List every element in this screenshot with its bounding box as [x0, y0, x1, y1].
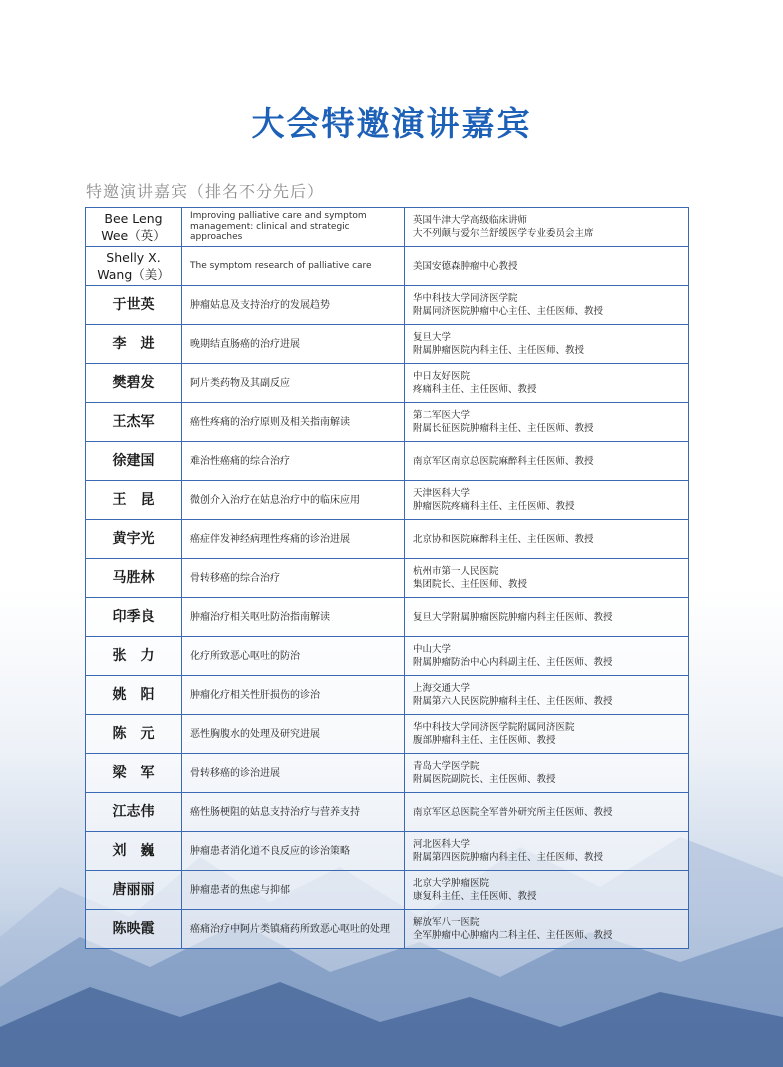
table-row — [86, 910, 689, 949]
speaker-topic: 晚期结直肠癌的治疗进展 — [182, 325, 405, 364]
speaker-affiliation — [405, 520, 689, 559]
affiliation-line: 附属医院副院长、主任医师、教授 — [413, 774, 556, 785]
table-row — [86, 325, 689, 364]
table-row — [86, 754, 689, 793]
speaker-name — [86, 208, 182, 247]
speaker-affiliation — [405, 442, 689, 481]
affiliation-line: 河北医科大学 — [413, 839, 471, 850]
table-row — [86, 676, 689, 715]
speaker-name: 张 力 — [86, 637, 182, 676]
table-row — [86, 598, 689, 637]
table-caption: 特邀演讲嘉宾（排名不分先后） — [86, 182, 325, 201]
speaker-topic: 癌症伴发神经病理性疼痛的诊治进展 — [182, 520, 405, 559]
affiliation-line: 华中科技大学同济医学院 — [413, 293, 518, 304]
speaker-name — [86, 247, 182, 286]
affiliation-line: 南京军区南京总医院麻醉科主任医师、教授 — [413, 455, 594, 467]
speaker-affiliation — [405, 715, 689, 754]
table-row — [86, 520, 689, 559]
affiliation-line: 第二军医大学 — [413, 410, 471, 421]
speaker-topic: 肿瘤姑息及支持治疗的发展趋势 — [182, 286, 405, 325]
affiliation-line: 英国牛津大学高级临床讲师 — [413, 215, 528, 226]
name-line: Bee Leng — [104, 211, 163, 226]
table-row — [86, 403, 689, 442]
affiliation-line: 全军肿瘤中心肿瘤内二科主任、主任医师、教授 — [413, 930, 613, 941]
speaker-topic: 癌性疼痛的治疗原则及相关指南解读 — [182, 403, 405, 442]
affiliation-line: 解放军八一医院 — [413, 917, 480, 928]
speaker-name: 陈 元 — [86, 715, 182, 754]
table-row — [86, 481, 689, 520]
speaker-affiliation — [405, 754, 689, 793]
affiliation-line: 疼痛科主任、主任医师、教授 — [413, 384, 537, 395]
speaker-name: 江志伟 — [86, 793, 182, 832]
affiliation-line: 华中科技大学同济医学院附属同济医院 — [413, 722, 575, 733]
speaker-topic: 癌性肠梗阻的姑息支持治疗与营养支持 — [182, 793, 405, 832]
affiliation-line: 中山大学 — [413, 644, 452, 655]
affiliation-line: 上海交通大学 — [413, 683, 471, 694]
speaker-affiliation — [405, 598, 689, 637]
speaker-affiliation — [405, 676, 689, 715]
speakers-table — [85, 207, 689, 949]
speaker-topic: 肿瘤患者的焦虑与抑郁 — [182, 871, 405, 910]
affiliation-line: 附属长征医院肿瘤科主任、主任医师、教授 — [413, 423, 594, 434]
speaker-name: 樊碧发 — [86, 364, 182, 403]
speaker-topic: 肿瘤患者消化道不良反应的诊治策略 — [182, 832, 405, 871]
table-row — [86, 286, 689, 325]
table-row — [86, 637, 689, 676]
name-line: Shelly X. — [106, 250, 161, 265]
speaker-affiliation — [405, 286, 689, 325]
speaker-affiliation — [405, 559, 689, 598]
speaker-name: 于世英 — [86, 286, 182, 325]
table-row — [86, 715, 689, 754]
speaker-name: 马胜林 — [86, 559, 182, 598]
speaker-name: 梁 军 — [86, 754, 182, 793]
affiliation-line: 北京协和医院麻醉科主任、主任医师、教授 — [413, 533, 594, 545]
speaker-topic: 微创介入治疗在姑息治疗中的临床应用 — [182, 481, 405, 520]
table-row — [86, 832, 689, 871]
affiliation-line: 腹部肿瘤科主任、主任医师、教授 — [413, 735, 556, 746]
affiliation-line: 集团院长、主任医师、教授 — [413, 579, 528, 590]
speaker-topic: 骨转移癌的诊治进展 — [182, 754, 405, 793]
table-row — [86, 364, 689, 403]
speaker-name: 李 进 — [86, 325, 182, 364]
speaker-affiliation — [405, 910, 689, 949]
table-row — [86, 793, 689, 832]
speaker-affiliation — [405, 637, 689, 676]
affiliation-line: 康复科主任、主任医师、教授 — [413, 891, 537, 902]
speaker-affiliation — [405, 247, 689, 286]
speaker-name: 刘 巍 — [86, 832, 182, 871]
table-row — [86, 442, 689, 481]
affiliation-line: 北京大学肿瘤医院 — [413, 878, 490, 889]
speaker-affiliation — [405, 364, 689, 403]
speaker-affiliation — [405, 325, 689, 364]
speaker-topic: 骨转移癌的综合治疗 — [182, 559, 405, 598]
affiliation-line: 青岛大学医学院 — [413, 761, 480, 772]
page-title: 大会特邀演讲嘉宾 — [251, 104, 532, 143]
table-row — [86, 871, 689, 910]
name-line: Wee（英） — [101, 228, 166, 243]
speaker-name: 王杰军 — [86, 403, 182, 442]
speaker-name: 印季良 — [86, 598, 182, 637]
speaker-name: 陈映霞 — [86, 910, 182, 949]
speaker-name: 姚 阳 — [86, 676, 182, 715]
speaker-topic: 化疗所致恶心呕吐的防治 — [182, 637, 405, 676]
speaker-topic: 难治性癌痛的综合治疗 — [182, 442, 405, 481]
name-line: Wang（美） — [97, 267, 170, 282]
speaker-affiliation — [405, 832, 689, 871]
affiliation-line: 附属肿瘤医院内科主任、主任医师、教授 — [413, 345, 585, 356]
speaker-topic: Improving palliative care and symptom management: clinical and strategic approaches — [182, 208, 405, 247]
speaker-name: 黄宇光 — [86, 520, 182, 559]
speaker-topic: 癌痛治疗中阿片类镇痛药所致恶心呕吐的处理 — [182, 910, 405, 949]
speaker-name: 徐建国 — [86, 442, 182, 481]
affiliation-line: 肿瘤医院疼痛科主任、主任医师、教授 — [413, 501, 575, 512]
table-row — [86, 208, 689, 247]
affiliation-line: 南京军区总医院全军普外研究所主任医师、教授 — [413, 806, 613, 818]
affiliation-line: 复旦大学附属肿瘤医院肿瘤内科主任医师、教授 — [413, 611, 613, 623]
affiliation-line: 复旦大学 — [413, 332, 452, 343]
affiliation-line: 美国安德森肿瘤中心教授 — [413, 260, 518, 272]
speaker-name: 唐丽丽 — [86, 871, 182, 910]
speaker-topic: 肿瘤治疗相关呕吐防治指南解读 — [182, 598, 405, 637]
affiliation-line: 附属肿瘤防治中心内科副主任、主任医师、教授 — [413, 657, 613, 668]
speaker-affiliation — [405, 208, 689, 247]
affiliation-line: 附属第六人民医院肿瘤科主任、主任医师、教授 — [413, 696, 613, 707]
affiliation-line: 附属第四医院肿瘤内科主任、主任医师、教授 — [413, 852, 604, 863]
speaker-topic: The symptom research of palliative care — [182, 247, 405, 286]
speaker-affiliation — [405, 871, 689, 910]
speaker-topic: 阿片类药物及其副反应 — [182, 364, 405, 403]
speaker-affiliation — [405, 481, 689, 520]
affiliation-line: 中日友好医院 — [413, 371, 471, 382]
table-row — [86, 559, 689, 598]
speaker-topic: 肿瘤化疗相关性肝损伤的诊治 — [182, 676, 405, 715]
speaker-affiliation — [405, 403, 689, 442]
speaker-affiliation — [405, 793, 689, 832]
affiliation-line: 杭州市第一人民医院 — [413, 566, 499, 577]
speaker-name: 王 昆 — [86, 481, 182, 520]
table-row — [86, 247, 689, 286]
speaker-topic: 恶性胸腹水的处理及研究进展 — [182, 715, 405, 754]
affiliation-line: 天津医科大学 — [413, 488, 471, 499]
affiliation-line: 大不列颠与爱尔兰舒缓医学专业委员会主席 — [413, 228, 594, 239]
affiliation-line: 附属同济医院肿瘤中心主任、主任医师、教授 — [413, 306, 604, 317]
